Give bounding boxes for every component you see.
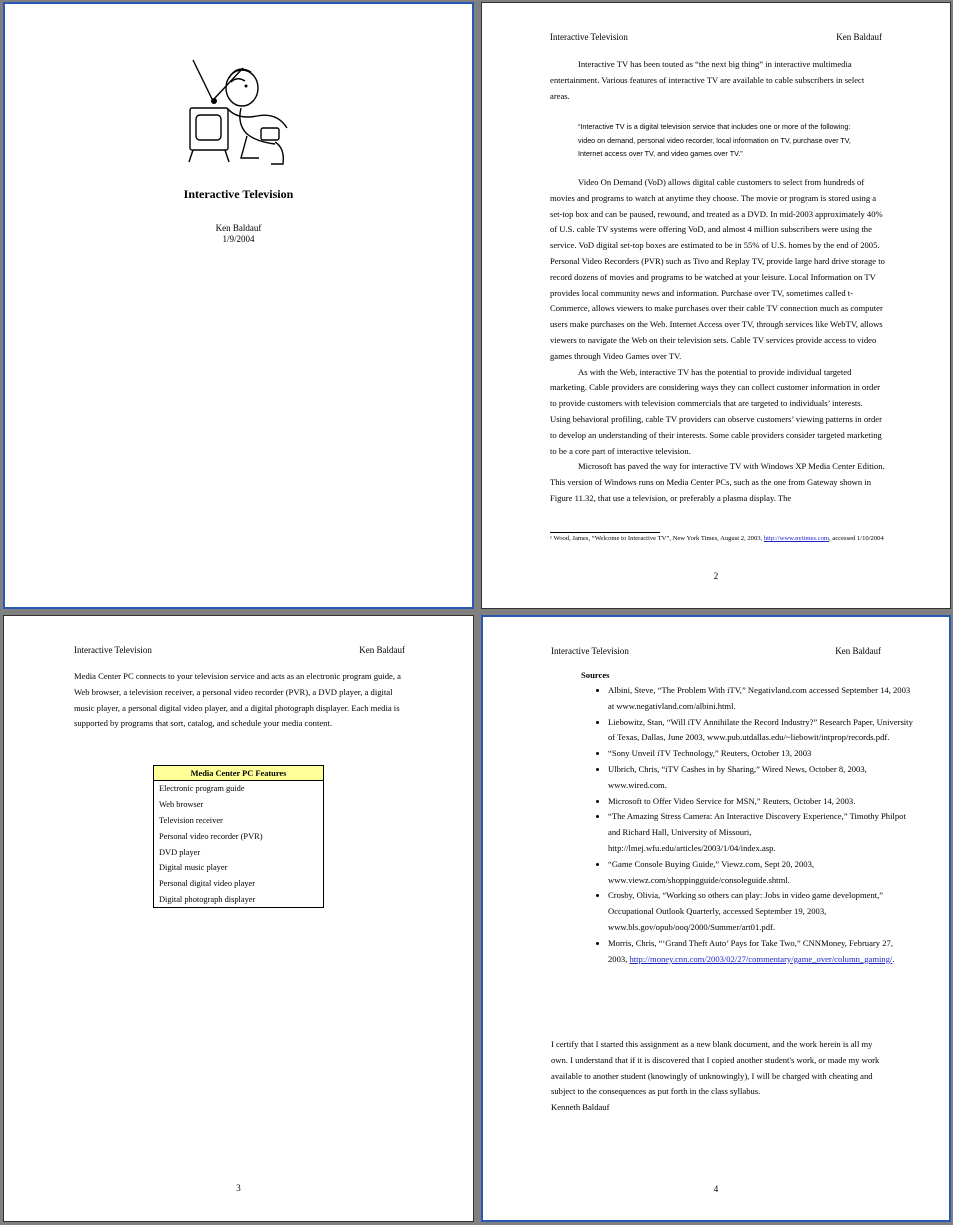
- list-item: • Crosby, Olivia, “Working so others can play: Jobs in video game development,” Occupational Outlook Quarterly, accessed September 19, 2003, www.bls.gov/opub/ooq/2000/Summer/art01.pdf.: [608, 888, 913, 935]
- block-quote: “Interactive TV is a digital television service that includes one or more of the following: video on demand, personal video recorder, local information on TV, purchase over TV, Internet access over TV, and video games over TV.”: [578, 122, 851, 158]
- header-title: Interactive Television: [550, 32, 628, 42]
- list-item: • “Game Console Buying Guide,” Viewz.com, Sept 20, 2003, www.viewz.com/shoppingguide/consoleguide.shtml.: [608, 857, 913, 889]
- header-title: Interactive Television: [551, 646, 629, 656]
- list-item: • “The Amazing Stress Camera: An Interactive Discovery Experience,” Timothy Philpot and Richard Hall, University of Missouri, http://lmej.wfu.edu/articles/2003/1/04/index.asp.: [608, 809, 913, 856]
- list-item: • “Sony Unveil iTV Technology,” Reuters, October 13, 2003: [608, 746, 913, 762]
- footnote: ¹ Wood, James, “Welcome to Interactive TV”, New York Times, August 2, 2003, http://www.nytimes.com, accessed 1/10/2004: [550, 535, 884, 542]
- list-item: • Ulbrich, Chris, “iTV Cashes in by Sharing,” Wired News, October 8, 2003, www.wired.com.: [608, 762, 913, 794]
- sources-list: [581, 683, 913, 967]
- tv-cartoon-icon: [183, 56, 298, 168]
- features-table: [153, 765, 324, 908]
- list-item: • Microsoft to Offer Video Service for MSN,” Reuters, October 14, 2003.: [608, 794, 913, 810]
- sources-heading: Sources: [581, 670, 610, 680]
- author-name: Ken Baldauf: [215, 223, 262, 233]
- document-date: 1/9/2004: [222, 234, 255, 244]
- header-author: Ken Baldauf: [835, 646, 881, 656]
- page-number: 2: [713, 571, 719, 581]
- certification-statement: I certify that I started this assignment as a new blank document, and the work herein is all my own. I understand that if it is discovered that I copied another student's work, or made my work available to another student (knowingly of unknowingly), I will be charged with cheating and subject to the consequences as put forth in the class syllabus. Kenneth Baldauf: [551, 1037, 891, 1116]
- source-link[interactable]: http://money.cnn.com/2003/02/27/commentary/game_over/column_gaming/: [629, 953, 893, 964]
- table-row: Digital photograph displayer: [154, 892, 324, 908]
- paragraph-marketing: As with the Web, interactive TV has the potential to provide individual targeted marketing. Cable providers are considering ways they can collect customer information in order to provide customers with television commercials that are targeted to individuals’ interests. Using behavioral profiling, cable TV providers can observe customers’ viewing patterns in order to develop an understanding of their interests. Some cable providers consider targeted marketing to be a core part of interactive television.: [550, 366, 882, 456]
- media-center-paragraph: Media Center PC connects to your television service and acts as an electronic program guide, a Web browser, a television receiver, a personal video recorder (PVR), a DVD player, a digital music player, a personal digital video player, and a digital photograph displayer. Each media is supported by programs that sort, catalog, and schedule your media content.: [74, 671, 401, 729]
- paragraph-microsoft: Microsoft has paved the way for interactive TV with Windows XP Media Center Edition. This version of Windows runs on Media Center PCs, such as the one from Gateway shown in Figure 11.32, that use a television, or preferably a plasma display. The: [550, 461, 885, 503]
- list-item: • Morris, Chris, “‘Grand Theft Auto’ Pays for Take Two,” CNNMoney, February 27, 2003, http://money.cnn.com/2003/02/27/commentary/game_over/column_gaming/.: [608, 936, 913, 968]
- table-row: Electronic program guide: [154, 781, 324, 797]
- table-row: Television receiver: [154, 813, 324, 829]
- page-1[interactable]: [3, 2, 474, 609]
- table-row: Personal digital video player: [154, 876, 324, 892]
- page-3[interactable]: [3, 615, 474, 1222]
- header-author: Ken Baldauf: [359, 645, 405, 655]
- intro-paragraph: Interactive TV has been touted as “the next big thing” in interactive multimedia entertainment. Various features of interactive TV are available to cable subscribers in select areas.: [550, 59, 865, 101]
- header-author: Ken Baldauf: [836, 32, 882, 42]
- document-title: Interactive Television: [183, 187, 294, 201]
- body-paragraphs: [550, 175, 885, 507]
- table-row: Personal video recorder (PVR): [154, 828, 324, 844]
- list-item: • Liebowitz, Stan, “Will iTV Annihilate the Record Industry?” Research Paper, University of Texas, Dallas, June 2003, www.pub.utdallas.edu/~liebowit/intprop/records.pdf.: [608, 715, 913, 747]
- header-title: Interactive Television: [74, 645, 152, 655]
- page-number: 3: [236, 1183, 241, 1193]
- signature: Kenneth Baldauf: [551, 1102, 610, 1113]
- author-block: [5, 223, 472, 245]
- paragraph-vod: Video On Demand (VoD) allows digital cable customers to select from hundreds of movies and programs to watch at anytime they choose. The movie or program is stored using a set-top box and can be paused, rewound, and treated as a DVD. In mid-2003 approximately 40% of U.S. cable TV systems were offering VoD, and almost 4 million subscribers were using the service. VoD digital set-top boxes are estimated to be in 55% of U.S. homes by the end of 2005. Personal Video Recorders (PVR) such as Tivo and Replay TV, provide large hard drive storage to record dozens of movies and programs to be watched at your leisure. Local Information on TV provides local community news and information. Purchase over TV, sometimes called t-Commerce, allows viewers to make purchases over their cable TV connection much as computer users make purchases on the Web. Internet Access over TV, through services like WebTV, allows viewers to navigate the Web on their television sets. Cable TV services provide access to video games through Video Games over TV.: [550, 177, 885, 361]
- page-number: 4: [713, 1184, 719, 1194]
- table-row: Digital music player: [154, 860, 324, 876]
- table-row: DVD player: [154, 844, 324, 860]
- table-header: Media Center PC Features: [154, 766, 324, 781]
- footnote-link[interactable]: http://www.nytimes.com: [763, 535, 829, 542]
- page-4[interactable]: [481, 615, 951, 1222]
- table-row: Web browser: [154, 797, 324, 813]
- footnote-separator: [550, 532, 660, 533]
- list-item: • Albini, Steve, “The Problem With iTV,” Negativland.com accessed September 14, 2003 at www.negativland.com/albini.html.: [608, 683, 913, 715]
- page-2[interactable]: [481, 2, 951, 609]
